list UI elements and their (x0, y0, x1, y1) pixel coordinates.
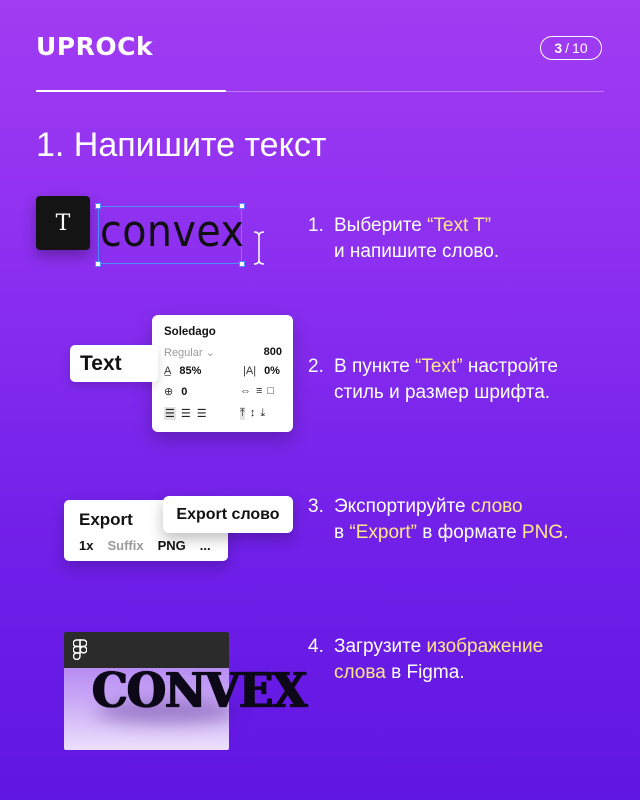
font-weight-value[interactable]: 800 (263, 346, 282, 358)
step-highlight: “Text T” (427, 215, 492, 236)
fixed-size-icon[interactable]: □ (267, 385, 275, 397)
page-separator: / (565, 40, 570, 56)
step-number: 3. (308, 496, 324, 517)
export-scale[interactable]: 1x (79, 538, 94, 553)
step-number: 1. (308, 215, 324, 236)
step-highlight: PNG. (521, 522, 569, 543)
figma-logo-icon (73, 639, 87, 660)
step-number: 4. (308, 636, 324, 657)
letter-spacing-icon: |A| (243, 365, 257, 377)
step-text: Экспортируйте (334, 496, 471, 517)
align-right-icon[interactable]: ☰ (196, 408, 207, 420)
step-text: в Figma. (385, 662, 465, 683)
align-middle-icon[interactable]: ↕ (249, 407, 256, 419)
align-top-icon[interactable]: ⤒ (240, 407, 245, 419)
text-cursor-icon (251, 230, 267, 266)
step-highlight: “Export” (349, 522, 417, 543)
step-2-text (308, 354, 558, 406)
horizontal-align-group (164, 407, 208, 420)
text-section-label: Text (70, 345, 158, 382)
page-total: 10 (572, 40, 588, 56)
step-4-text (308, 634, 543, 686)
uploaded-word-image: CONVEX (92, 662, 307, 719)
chevron-down-icon: ⌄ (205, 347, 215, 359)
step-text: В пункте (334, 356, 416, 377)
align-bottom-icon[interactable]: ⤓ (260, 407, 266, 419)
step-highlight: слова (334, 662, 386, 683)
paragraph-spacing-icon: ⊕ (164, 386, 174, 398)
align-center-icon[interactable]: ☰ (180, 408, 191, 420)
export-options (79, 538, 211, 553)
resize-handle[interactable] (239, 261, 245, 267)
font-family-value[interactable]: Soledago (164, 326, 216, 338)
uprock-logo: UPROCk (36, 32, 154, 61)
auto-width-icon[interactable]: ⇔ (240, 385, 251, 397)
progress-divider (36, 90, 226, 92)
paragraph-spacing-field[interactable]: ⊕ 0 (164, 385, 188, 398)
page-counter-badge (540, 36, 602, 60)
step-text: и напишите слово. (334, 241, 500, 262)
step-highlight: “Text” (415, 356, 463, 377)
step-number: 2. (308, 356, 324, 377)
resize-handle[interactable] (95, 261, 101, 267)
align-left-icon[interactable]: ☰ (165, 408, 175, 420)
text-tool-icon[interactable]: T (36, 196, 90, 250)
step-text: Загрузите (334, 636, 427, 657)
page-current: 3 (554, 40, 563, 56)
export-suffix-field[interactable]: Suffix (107, 538, 144, 553)
step-highlight: изображение (426, 636, 544, 657)
export-more-button[interactable]: ... (199, 538, 211, 553)
vertical-align-group (240, 407, 265, 420)
step-3-text (308, 494, 568, 546)
letter-spacing-field[interactable]: |A| 0% (243, 365, 280, 377)
page-title: 1. Напишите текст (36, 126, 327, 164)
step-highlight: слово (470, 496, 523, 517)
typed-word: convex (100, 206, 245, 257)
line-height-field[interactable]: A̲ 85% (164, 365, 202, 377)
step-text: в формате (416, 522, 522, 543)
export-format[interactable]: PNG (157, 538, 186, 553)
export-button[interactable]: Export слово (163, 496, 293, 533)
step-text: стиль и размер шрифта. (334, 382, 551, 403)
resize-mode-group (240, 385, 274, 397)
text-properties-panel (152, 315, 293, 432)
export-title: Export (79, 510, 133, 529)
step-text: Выберите (334, 215, 428, 236)
auto-height-icon[interactable]: ≡ (256, 385, 263, 397)
step-text: настройте (462, 356, 558, 377)
step-1-text (308, 213, 499, 265)
step-text: в (334, 522, 350, 543)
line-height-icon: A̲ (164, 365, 172, 377)
font-style-dropdown[interactable]: Regular ⌄ (164, 347, 215, 359)
